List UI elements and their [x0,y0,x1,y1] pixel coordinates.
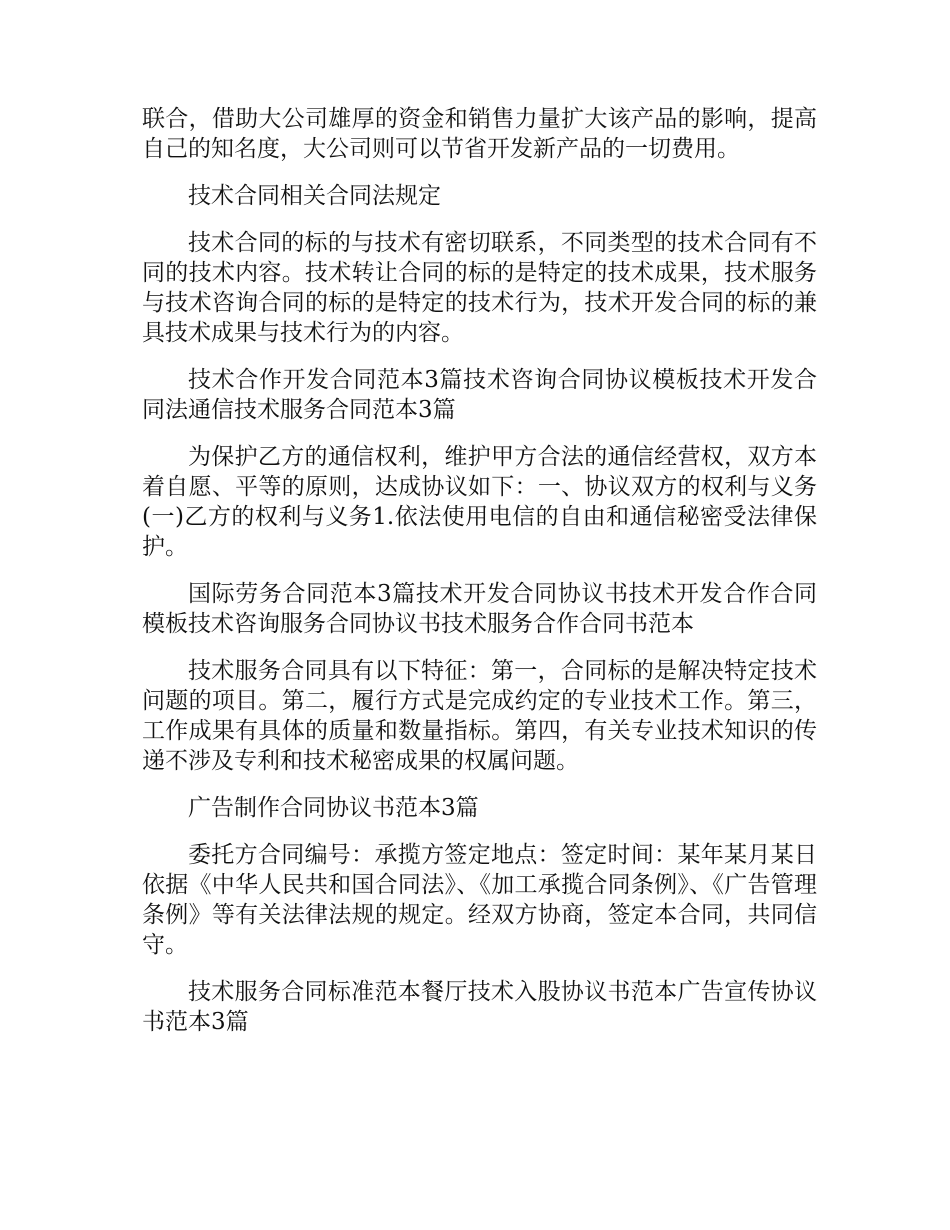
paragraph-continued: 联合，借助大公司雄厚的资金和销售力量扩大该产品的影响，提高自己的知名度，大公司则可以节省开发新产品的一切费用。 [142,106,817,162]
paragraph-related-titles-3: 技术服务合同标准范本餐厅技术入股协议书范本广告宣传协议书范本3篇 [142,979,817,1035]
paragraph-related-titles-1: 技术合作开发合同范本3篇技术咨询合同协议模板技术开发合同法通信技术服务合同范本3篇 [142,367,817,423]
paragraph-service-contract-features: 技术服务合同具有以下特征：第一，合同标的是解决特定技术问题的项目。第二，履行方式是完成约定的专业技术工作。第三，工作成果有具体的质量和数量指标。第四，有关专业技术知识的传递不涉及专利和技术秘密成果的权属问题。 [142,658,817,774]
paragraph-communication-rights: 为保护乙方的通信权利，维护甲方合法的通信经营权，双方本着自愿、平等的原则，达成协议如下：一、协议双方的权利与义务(一)乙方的权利与义务1.依法使用电信的自由和通信秘密受法律保护。 [142,444,817,560]
paragraph-related-titles-2: 国际劳务合同范本3篇技术开发合同协议书技术开发合作合同模板技术咨询服务合同协议书技术服务合作合同书范本 [142,581,817,637]
paragraph-contract-subject: 技术合同的标的与技术有密切联系，不同类型的技术合同有不同的技术内容。技术转让合同的标的是特定的技术成果，技术服务与技术咨询合同的标的是特定的技术行为，技术开发合同的标的兼具技术成果与技术行为的内容。 [142,230,817,346]
paragraph-commission-contract: 委托方合同编号：承揽方签定地点：签定时间：某年某月某日依据《中华人民共和国合同法》、《加工承揽合同条例》、《广告管理条例》等有关法律法规的规定。经双方协商，签定本合同，共同信守。 [142,842,817,958]
paragraph-heading-contract-law: 技术合同相关合同法规定 [188,183,441,209]
document-body [142,104,817,1054]
paragraph-heading-advertising: 广告制作合同协议书范本3篇 [188,795,479,821]
